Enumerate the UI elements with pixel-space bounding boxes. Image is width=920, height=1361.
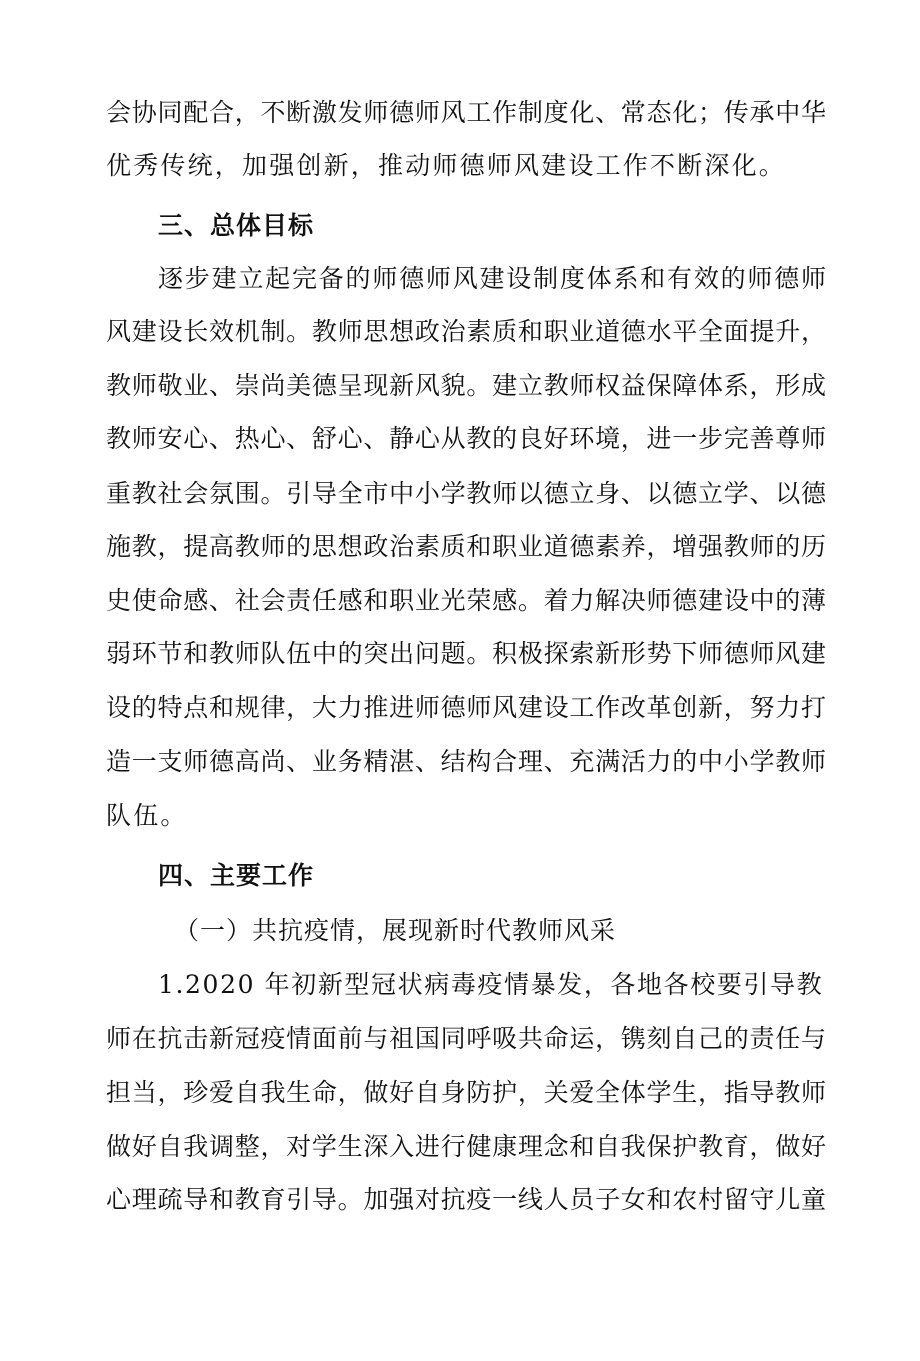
paragraph-line: 逐步建立起完备的师德师风建设制度体系和有效的师德师 (158, 264, 826, 293)
paragraph-line: 教师敬业、崇尚美德呈现新风貌。建立教师权益保障体系，形成 (106, 371, 826, 400)
paragraph-line: 优秀传统，加强创新，推动师德师风建设工作不断深化。 (106, 151, 787, 180)
paragraph-line: 心理疏导和教育引导。加强对抗疫一线人员子女和农村留守儿童 (106, 1185, 826, 1214)
paragraph-line: 史使命感、社会责任感和职业光荣感。着力解决师德建设中的薄 (106, 586, 826, 615)
paragraph-line: 施教，提高教师的思想政治素质和职业道德素养，增强教师的历 (106, 532, 826, 561)
paragraph-line: 风建设长效机制。教师思想政治素质和职业道德水平全面提升， (106, 317, 826, 346)
paragraph-line: 会协同配合，不断激发师德师风工作制度化、常态化；传承中华 (106, 98, 826, 127)
paragraph-line: 重教社会氛围。引导全市中小学教师以德立身、以德立学、以德 (106, 479, 826, 508)
paragraph-line: 弱环节和教师队伍中的突出问题。积极探索新形势下师德师风建 (106, 639, 826, 668)
paragraph-line: 担当，珍爱自我生命，做好自身防护，关爱全体学生，指导教师 (106, 1078, 826, 1107)
paragraph-line: 队伍。 (106, 801, 188, 830)
subsection-heading: （一）共抗疫情，展现新时代教师风采 (174, 916, 617, 945)
paragraph-line: 设的特点和规律，大力推进师德师风建设工作改革创新，努力打 (106, 693, 826, 722)
paragraph-line: 教师安心、热心、舒心、静心从教的良好环境，进一步完善尊师 (106, 424, 826, 453)
section-heading-3: 三、总体目标 (158, 211, 315, 240)
paragraph-line: 1.2020 年初新型冠状病毒疫情暴发，各地各校要引导教 (158, 970, 824, 999)
paragraph-line: 做好自我调整，对学生深入进行健康理念和自我保护教育，做好 (106, 1132, 826, 1161)
paragraph-line: 造一支师德高尚、业务精湛、结构合理、充满活力的中小学教师 (106, 747, 826, 776)
paragraph-line: 师在抗击新冠疫情面前与祖国同呼吸共命运，镌刻自己的责任与 (106, 1024, 826, 1053)
section-heading-4: 四、主要工作 (158, 861, 315, 890)
